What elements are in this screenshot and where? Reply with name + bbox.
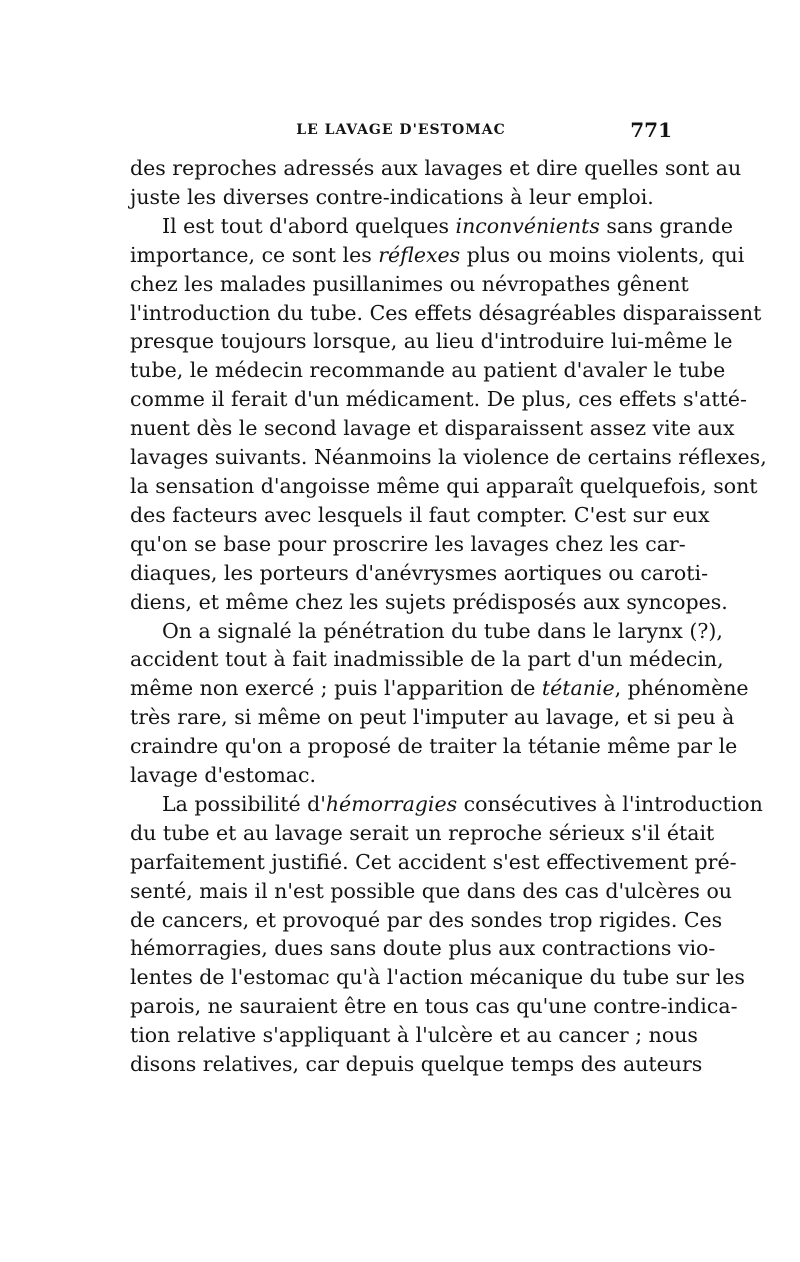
text-line: la sensation d'angoisse même qui apparaît quelquefois, sont bbox=[130, 473, 758, 498]
text-line: La possibilité d'hémorragies consécutives à l'introduction bbox=[162, 791, 763, 816]
text-line: juste les diverses contre-indications à leur emploi. bbox=[130, 184, 654, 209]
text-line: importance, ce sont les réflexes plus ou moins violents, qui bbox=[130, 242, 745, 267]
book-page bbox=[130, 118, 767, 1079]
text-line: des reproches adressés aux lavages et dire quelles sont au bbox=[130, 156, 742, 180]
text-line: lentes de l'estomac qu'à l'action mécanique du tube sur les bbox=[130, 965, 745, 990]
italic-term: inconvénients bbox=[455, 213, 600, 238]
text-line: hémorragies, dues sans doute plus aux contractions vio- bbox=[130, 936, 716, 961]
running-title: LE LAVAGE D'ESTOMAC bbox=[296, 122, 506, 138]
text-line: de cancers, et provoqué par des sondes trop rigides. Ces bbox=[130, 907, 723, 932]
paragraph-1 bbox=[130, 154, 742, 212]
text-line: lavages suivants. Néanmoins la violence de certains réflexes, bbox=[130, 445, 767, 470]
text-line: nuent dès le second lavage et disparaissent assez vite aux bbox=[130, 416, 735, 441]
text-line: diaques, les porteurs d'anévrysmes aortiques ou caroti- bbox=[130, 560, 708, 585]
text-line: tube, le médecin recommande au patient d'avaler le tube bbox=[130, 358, 726, 383]
paragraph-3 bbox=[130, 617, 749, 790]
running-head bbox=[130, 118, 672, 148]
text-line: lavage d'estomac. bbox=[130, 763, 317, 788]
text-line: chez les malades pusillanimes ou névropathes gênent bbox=[130, 271, 689, 296]
text-line: du tube et au lavage serait un reproche sérieux s'il était bbox=[130, 820, 715, 845]
text-line: tion relative s'appliquant à l'ulcère et au cancer ; nous bbox=[130, 1023, 698, 1048]
italic-term: hémorragies bbox=[325, 791, 458, 816]
text-line: parois, ne sauraient être en tous cas qu'une contre-indica- bbox=[130, 994, 738, 1019]
text-line: presque toujours lorsque, au lieu d'introduire lui-même le bbox=[130, 329, 733, 354]
body-text bbox=[130, 154, 767, 1079]
italic-term: tétanie bbox=[541, 676, 615, 701]
text-line: accident tout à fait inadmissible de la part d'un médecin, bbox=[130, 647, 724, 672]
paragraph-4 bbox=[130, 790, 763, 1079]
text-line: diens, et même chez les sujets prédisposés aux syncopes. bbox=[130, 589, 728, 614]
text-line: craindre qu'on a proposé de traiter la tétanie même par le bbox=[130, 734, 738, 759]
text-line: disons relatives, car depuis quelque temps des auteurs bbox=[130, 1052, 703, 1077]
text-line: senté, mais il n'est possible que dans des cas d'ulcères ou bbox=[130, 878, 733, 903]
text-line: des facteurs avec lesquels il faut compter. C'est sur eux bbox=[130, 502, 710, 527]
text-line: Il est tout d'abord quelques inconvénients sans grande bbox=[162, 213, 733, 238]
text-line: comme il ferait d'un médicament. De plus, ces effets s'atté- bbox=[130, 387, 747, 412]
text-line: qu'on se base pour proscrire les lavages chez les car- bbox=[130, 531, 686, 556]
text-line: On a signalé la pénétration du tube dans le larynx (?), bbox=[162, 618, 723, 643]
italic-term: réflexes bbox=[378, 242, 461, 267]
text-line: même non exercé ; puis l'apparition de tétanie, phénomène bbox=[130, 676, 749, 701]
text-line: l'introduction du tube. Ces effets désagréables disparaissent bbox=[130, 300, 762, 325]
page-number: 771 bbox=[630, 118, 672, 142]
text-line: très rare, si même on peut l'imputer au lavage, et si peu à bbox=[130, 705, 735, 730]
text-line: parfaitement justifié. Cet accident s'est effectivement pré- bbox=[130, 849, 737, 874]
paragraph-2 bbox=[130, 212, 767, 617]
